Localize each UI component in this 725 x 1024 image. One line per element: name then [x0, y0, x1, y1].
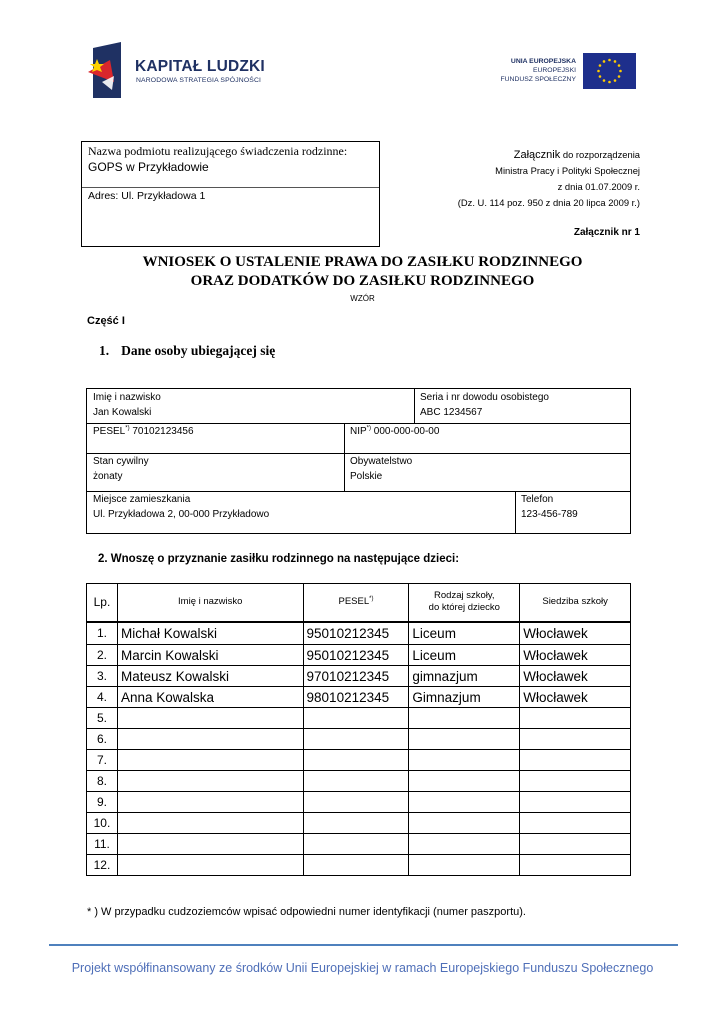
row-school-type[interactable]: Gimnazjum	[409, 687, 520, 708]
section1-title: Dane osoby ubiegającej się	[121, 343, 276, 358]
row-lp: 5.	[87, 708, 118, 729]
row-lp: 7.	[87, 750, 118, 771]
row-pesel[interactable]	[303, 792, 409, 813]
row-school-type[interactable]	[409, 750, 520, 771]
eu-star-icon	[614, 79, 617, 82]
footer-divider	[49, 944, 678, 946]
row-pesel[interactable]	[303, 708, 409, 729]
row-lp: 12.	[87, 855, 118, 876]
residence-label: Miejsce zamieszkania	[93, 494, 191, 505]
row-lp: 8.	[87, 771, 118, 792]
entity-box	[81, 141, 380, 247]
table-row	[87, 834, 631, 855]
row-pesel[interactable]	[303, 813, 409, 834]
entity-label: Nazwa podmiotu realizującego świadczenia rodzinne:	[88, 144, 348, 158]
row-school-seat[interactable]	[520, 813, 631, 834]
table-row	[87, 666, 631, 687]
row-school-type[interactable]	[409, 855, 520, 876]
col-header-school-type	[409, 584, 520, 622]
col-header-school-type-1: Rodzaj szkoły,	[434, 590, 495, 602]
section1-heading	[99, 343, 275, 359]
eu-star-icon	[614, 60, 617, 63]
annex-number: Załącznik nr 1	[573, 227, 640, 238]
pesel-cell[interactable]	[87, 423, 344, 440]
row-school-seat[interactable]	[520, 729, 631, 750]
row-pesel[interactable]: 98010212345	[303, 687, 409, 708]
id-card-value: ABC 1234567	[420, 407, 483, 418]
civil-status-label: Stan cywilny	[93, 456, 149, 467]
pesel-value: 70102123456	[129, 426, 194, 437]
row-school-seat[interactable]: Włocławek	[520, 666, 631, 687]
row-school-seat[interactable]	[520, 771, 631, 792]
citizenship-cell[interactable]	[344, 453, 630, 485]
col-header-lp: Lp.	[87, 584, 118, 622]
citizenship-value: Polskie	[350, 471, 383, 482]
phone-value: 123-456-789	[521, 509, 578, 520]
row-lp: 11.	[87, 834, 118, 855]
eu-star-icon	[608, 81, 611, 84]
part-heading: Część I	[87, 315, 125, 327]
row-name[interactable]: Michał Kowalski	[117, 622, 303, 645]
row-school-type[interactable]	[409, 771, 520, 792]
table-row	[87, 813, 631, 834]
row-lp: 4.	[87, 687, 118, 708]
footnote: * ) W przypadku cudzoziemców wpisać odpowiedni numer identyfikacji (numer paszportu).	[87, 906, 526, 918]
children-table-header	[87, 584, 631, 622]
row-name[interactable]: Mateusz Kowalski	[117, 666, 303, 687]
row-school-type[interactable]	[409, 792, 520, 813]
row-name[interactable]	[117, 792, 303, 813]
row-name[interactable]	[117, 750, 303, 771]
annex-word: Załącznik	[513, 149, 561, 161]
table-row	[87, 729, 631, 750]
document-title-line2: ORAZ DODATKÓW DO ZASIŁKU RODZINNEGO	[190, 273, 535, 289]
eu-line3: FUNDUSZ SPOŁECZNY	[500, 76, 576, 83]
children-table	[86, 583, 631, 876]
row-name[interactable]	[117, 855, 303, 876]
eu-star-icon	[603, 60, 606, 63]
row-pesel[interactable]: 95010212345	[303, 622, 409, 645]
eu-star-icon	[599, 75, 602, 78]
row-school-type[interactable]	[409, 729, 520, 750]
pesel-label: PESEL	[93, 426, 126, 437]
footer-text: Projekt współfinansowany ze środków Unii Europejskiej w ramach Europejskiego Funduszu Społecznego	[71, 961, 654, 975]
eu-star-icon	[608, 59, 611, 62]
eu-star-icon	[599, 64, 602, 67]
row-pesel[interactable]	[303, 750, 409, 771]
row-lp: 9.	[87, 792, 118, 813]
annex-line2: Ministra Pracy i Polityki Społecznej	[495, 165, 640, 176]
name-cell[interactable]	[87, 389, 414, 421]
col-header-pesel-mark: *)	[369, 596, 374, 603]
entity-address[interactable]: Adres: Ul. Przykładowa 1	[88, 190, 206, 202]
row-school-seat[interactable]	[520, 750, 631, 771]
row-school-type[interactable]	[409, 708, 520, 729]
eu-star-icon	[619, 70, 622, 73]
phone-label: Telefon	[521, 494, 554, 505]
row-lp: 3.	[87, 666, 118, 687]
row-lp: 2.	[87, 645, 118, 666]
row-name[interactable]	[117, 813, 303, 834]
row-school-seat[interactable]	[520, 855, 631, 876]
template-label: WZÓR	[350, 294, 375, 303]
annex-line4: (Dz. U. 114 poz. 950 z dnia 20 lipca 2009 r.)	[457, 197, 640, 208]
col-header-pesel	[303, 584, 409, 622]
kapital-ludzki-title: KAPITAŁ LUDZKI	[135, 58, 265, 75]
kapital-ludzki-subtitle: NARODOWA STRATEGIA SPÓJNOŚCI	[136, 77, 262, 84]
row-school-seat[interactable]: Włocławek	[520, 645, 631, 666]
row-school-seat[interactable]	[520, 834, 631, 855]
row-name[interactable]: Anna Kowalska	[117, 687, 303, 708]
table-row	[87, 622, 631, 645]
row-lp: 10.	[87, 813, 118, 834]
id-card-cell[interactable]	[414, 389, 630, 421]
personal-data-table	[86, 388, 631, 534]
eu-line2: EUROPEJSKI	[532, 67, 576, 74]
row-name[interactable]: Marcin Kowalski	[117, 645, 303, 666]
citizenship-label: Obywatelstwo	[350, 456, 413, 467]
row-school-type[interactable]: gimnazjum	[409, 666, 520, 687]
col-header-school-type-2: do której dziecko	[428, 602, 500, 614]
row-school-type[interactable]	[409, 834, 520, 855]
row-school-type[interactable]	[409, 813, 520, 834]
annex-info	[420, 147, 640, 211]
eu-line1: UNIA EUROPEJSKA	[510, 58, 576, 65]
eu-star-icon	[618, 75, 621, 78]
table-row	[87, 687, 631, 708]
section1-number: 1.	[99, 343, 110, 358]
eu-flag-icon	[583, 53, 636, 89]
eu-star-icon	[597, 70, 600, 73]
table-row	[87, 708, 631, 729]
table-row	[87, 750, 631, 771]
eu-logo-text	[490, 57, 576, 84]
nip-value: 000-000-00-00	[371, 426, 440, 437]
col-header-pesel-label: PESEL	[338, 596, 370, 608]
row-school-seat[interactable]	[520, 792, 631, 813]
civil-status-value: żonaty	[93, 471, 123, 482]
name-value: Jan Kowalski	[93, 407, 152, 418]
civil-status-cell[interactable]	[87, 453, 344, 485]
row-school-seat[interactable]: Włocławek	[520, 687, 631, 708]
phone-cell[interactable]	[515, 491, 630, 523]
name-label: Imię i nazwisko	[93, 392, 161, 403]
row-pesel[interactable]: 97010212345	[303, 666, 409, 687]
annex-line1: do rozporządzenia	[560, 149, 640, 160]
col-header-name: Imię i nazwisko	[117, 584, 303, 622]
row-lp: 1.	[87, 622, 118, 645]
row-name[interactable]	[117, 771, 303, 792]
table-row	[87, 792, 631, 813]
pesel-footnote-mark: *)	[125, 425, 130, 432]
table-row	[87, 855, 631, 876]
row-pesel[interactable]	[303, 855, 409, 876]
row-pesel[interactable]: 95010212345	[303, 645, 409, 666]
residence-cell[interactable]	[87, 491, 515, 523]
table-row	[87, 645, 631, 666]
nip-footnote-mark: *)	[366, 425, 372, 432]
document-title-line1: WNIOSEK O USTALENIE PRAWA DO ZASIŁKU RODZINNEGO	[142, 254, 583, 270]
row-pesel[interactable]	[303, 771, 409, 792]
nip-label: NIP	[350, 426, 367, 437]
table-row	[87, 771, 631, 792]
nip-cell[interactable]	[344, 423, 630, 440]
row-pesel[interactable]	[303, 834, 409, 855]
col-header-school-seat: Siedziba szkoły	[520, 584, 631, 622]
row-school-type[interactable]: Liceum	[409, 645, 520, 666]
row-pesel[interactable]	[303, 729, 409, 750]
row-name[interactable]	[117, 834, 303, 855]
row-school-type[interactable]: Liceum	[409, 622, 520, 645]
eu-star-icon	[603, 79, 606, 82]
id-card-label: Seria i nr dowodu osobistego	[420, 392, 549, 403]
row-name[interactable]	[117, 708, 303, 729]
eu-star-icon	[618, 64, 621, 67]
annex-line3: z dnia 01.07.2009 r.	[557, 181, 640, 192]
row-name[interactable]	[117, 729, 303, 750]
row-lp: 6.	[87, 729, 118, 750]
residence-value: Ul. Przykładowa 2, 00-000 Przykładowo	[93, 509, 270, 520]
entity-name[interactable]: GOPS w Przykładowie	[88, 160, 209, 174]
row-school-seat[interactable]: Włocławek	[520, 622, 631, 645]
row-school-seat[interactable]	[520, 708, 631, 729]
section2-heading: 2. Wnoszę o przyznanie zasiłku rodzinnego na następujące dzieci:	[98, 553, 460, 565]
